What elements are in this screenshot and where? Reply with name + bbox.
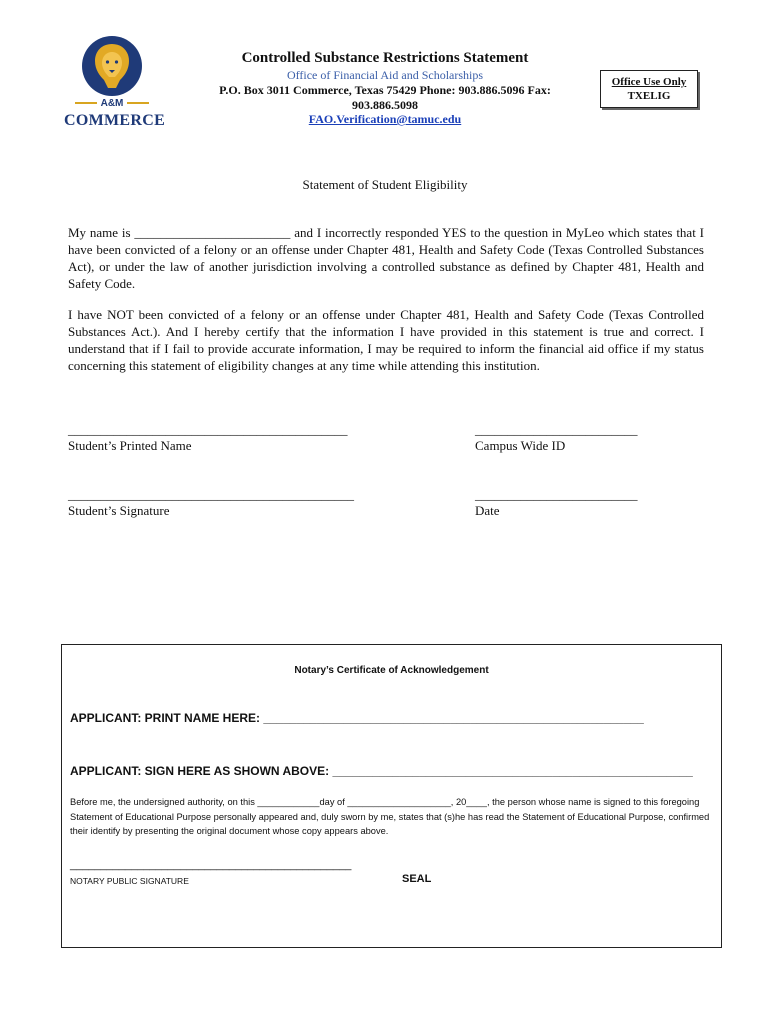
student-signature-label: Student’s Signature <box>68 503 170 518</box>
statement-paragraph-1: My name is ________________________ and I incorrectly responded YES to the question in MyLeo which states that I have been convicted of a felony or an offense under Chapter 481, Health and Safety Code (Texas Controlled Substances Act), or under the law of another jurisdiction involving a controlled substance as defined by Chapter 481, Health and Safety Code. <box>68 225 704 291</box>
notary-signature-line[interactable]: ______________________________________________ <box>70 859 352 871</box>
notary-acknowledgement-text: Before me, the undersigned authority, on this ____________day of ____________________, 20____, the person whose name is signed to this foregoing Statement of Educational Purpose personally appeared and, duly sworn by me, states that (s)he has read the Statement of Educational Purpose, confirmed their identify by presenting the original document whose copy appears above. <box>70 797 710 836</box>
campus-id-label: Campus Wide ID <box>475 438 566 453</box>
office-use-box <box>600 70 698 108</box>
printed-name-line[interactable]: ___________________________________________ <box>68 422 348 437</box>
form-title: Controlled Substance Restrictions Statement <box>241 50 529 66</box>
lion-head-icon <box>82 36 142 96</box>
office-name: Office of Financial Aid and Scholarships <box>286 68 484 82</box>
date-label: Date <box>475 503 500 518</box>
office-address <box>190 83 580 113</box>
notary-seal-label: SEAL <box>402 873 432 885</box>
office-email-link[interactable]: FAO.Verification@tamuc.edu <box>308 112 462 126</box>
notary-title: Notary’s Certificate of Acknowledgement <box>294 665 489 676</box>
office-use-label: Office Use Only <box>611 76 687 88</box>
logo-am-text: A&M <box>100 98 124 109</box>
address-line-2: 903.886.5098 <box>352 98 418 112</box>
section-subtitle: Statement of Student Eligibility <box>302 177 468 192</box>
campus-id-line[interactable]: _________________________ <box>475 422 638 437</box>
statement-paragraph-2: I have NOT been convicted of a felony or an offense under Chapter 481, Health and Safety Code (Texas Controlled Substances Act.). And I hereby certify that the information I have provided in this statement is true and correct. I understand that if I fail to provide accurate information, I may be required to inform the financial aid office if my status concerning this statement of eligibility changes at any time while attending this institution. <box>68 307 704 373</box>
printed-name-label: Student’s Printed Name <box>68 438 192 453</box>
logo-am-line <box>64 98 160 109</box>
date-line[interactable]: _________________________ <box>475 487 638 502</box>
office-use-code: TXELIG <box>627 90 671 102</box>
logo-commerce-text: COMMERCE <box>64 112 166 129</box>
notary-certificate-box <box>61 644 722 948</box>
student-signature-line[interactable]: ____________________________________________ <box>68 487 354 502</box>
applicant-sign-here-field[interactable]: APPLICANT: SIGN HERE AS SHOWN ABOVE: ______________________________________________________ <box>70 764 693 778</box>
university-logo <box>64 36 166 136</box>
notary-signature-label: NOTARY PUBLIC SIGNATURE <box>70 876 189 886</box>
applicant-print-name-field[interactable]: APPLICANT: PRINT NAME HERE: _________________________________________________________ <box>70 711 644 725</box>
address-line-1: P.O. Box 3011 Commerce, Texas 75429 Phone: 903.886.5096 Fax: <box>219 83 551 97</box>
